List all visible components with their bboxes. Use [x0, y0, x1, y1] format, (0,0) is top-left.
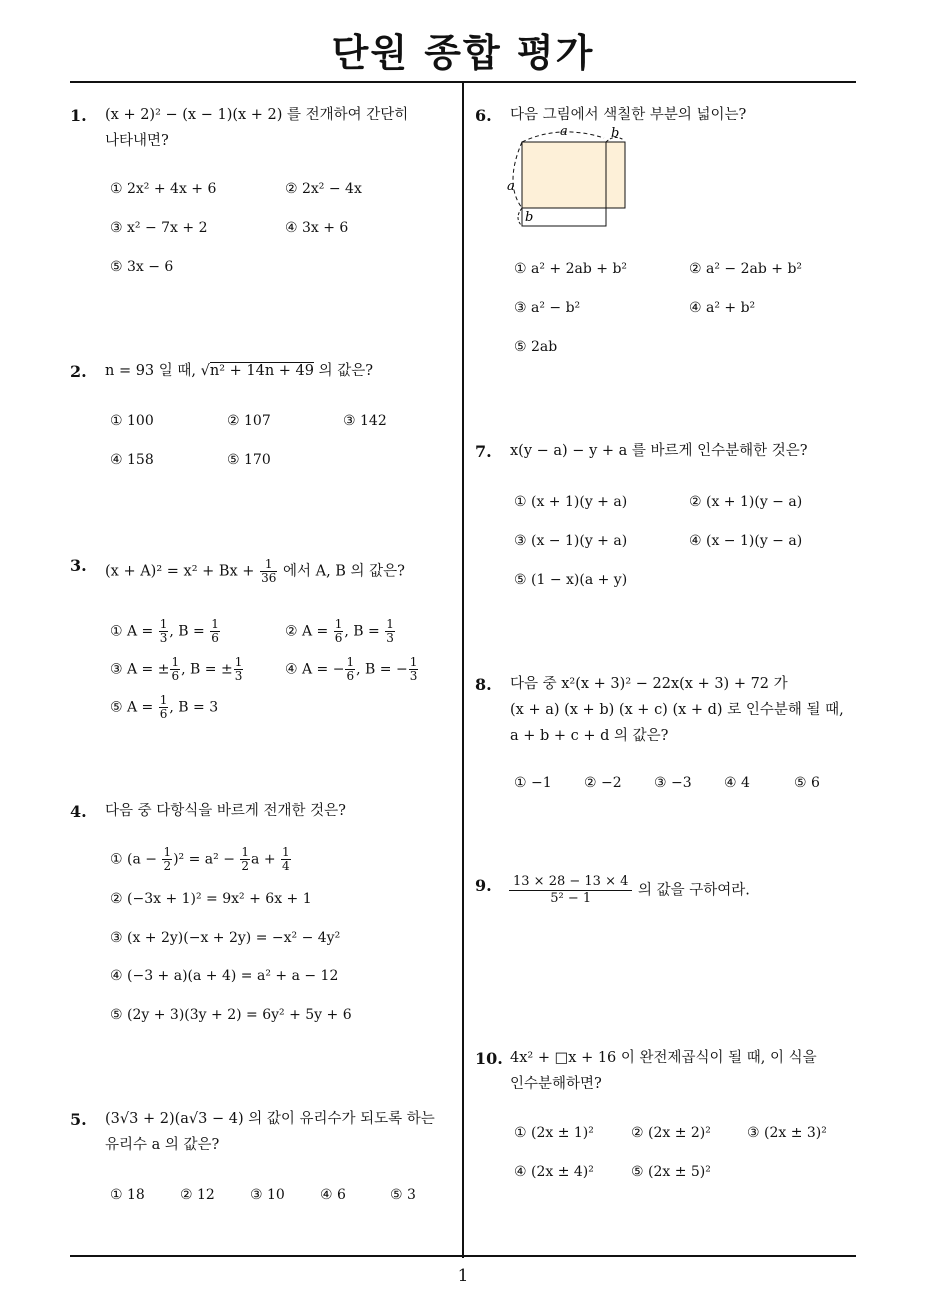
- choice[interactable]: ④ 4: [724, 775, 750, 791]
- choice[interactable]: ④ (x − 1)(y − a): [689, 533, 803, 549]
- brace-left-b: [518, 208, 522, 226]
- choice[interactable]: ④ 3x + 6: [285, 220, 349, 236]
- fraction: [260, 558, 277, 585]
- choice[interactable]: ⑤ (2y + 3)(3y + 2) = 6y² + 5y + 6: [110, 1007, 352, 1023]
- denominator: 3: [159, 631, 168, 645]
- choice[interactable]: ② a² − 2ab + b²: [689, 261, 803, 277]
- fraction: [385, 618, 395, 645]
- question-number: 8.: [475, 675, 492, 694]
- choice[interactable]: ④ 158: [110, 452, 154, 468]
- fraction: [281, 846, 291, 873]
- label-a-left: a: [507, 179, 515, 194]
- question-text: a + b + c + d 의 값은?: [510, 728, 669, 744]
- numerator: 1: [386, 617, 394, 631]
- question-text: 다음 중 x²(x + 3)² − 22x(x + 3) + 72 가: [510, 676, 788, 692]
- question-text-part: 의 값은?: [314, 363, 374, 379]
- choice[interactable]: ① −1: [514, 775, 552, 791]
- choice-text: ③ A = ±: [110, 661, 170, 678]
- denominator: 2: [241, 859, 250, 873]
- choice[interactable]: ① 18: [110, 1187, 145, 1203]
- choice-text: ① A =: [110, 623, 158, 640]
- question-number: 3.: [70, 556, 87, 575]
- numerator: 1: [282, 845, 290, 859]
- denominator: 3: [409, 669, 418, 683]
- choice[interactable]: ④ (−3 + a)(a + 4) = a² + a − 12: [110, 968, 339, 984]
- denominator: 36: [261, 571, 277, 585]
- fraction: [162, 846, 172, 873]
- numerator: 1: [334, 617, 343, 631]
- choice[interactable]: ③ 142: [343, 413, 387, 429]
- choice[interactable]: ② 107: [227, 413, 271, 429]
- denominator: 6: [171, 669, 180, 683]
- page-title: 단원 종합 평가: [331, 31, 595, 75]
- numerator: 1: [241, 845, 250, 859]
- question-text: x(y − a) − y + a 를 바르게 인수분해한 것은?: [510, 443, 808, 459]
- question-text: 나타내면?: [105, 133, 169, 149]
- fraction: [170, 656, 180, 683]
- choice[interactable]: ① (x + 1)(y + a): [514, 494, 628, 510]
- question-number: 1.: [70, 106, 87, 125]
- numerator: 1: [163, 845, 172, 859]
- choice[interactable]: [110, 846, 292, 873]
- denominator: 3: [234, 669, 243, 683]
- question-text-part: 에서 A, B 의 값은?: [278, 563, 405, 580]
- choice[interactable]: ① 2x² + 4x + 6: [110, 181, 217, 197]
- fraction: [159, 694, 169, 721]
- choice[interactable]: ④ (2x ± 4)²: [514, 1164, 594, 1180]
- choice[interactable]: ① 100: [110, 413, 154, 429]
- label-b-top: b: [611, 126, 620, 141]
- column-divider: [462, 82, 464, 1258]
- fraction: [345, 656, 355, 683]
- question-text: 인수분해하면?: [510, 1076, 602, 1092]
- denominator: 4: [282, 859, 290, 873]
- choice[interactable]: [110, 656, 244, 683]
- choice[interactable]: ③ 10: [250, 1187, 285, 1203]
- choice-text: , B =: [344, 623, 385, 640]
- denominator: 6: [334, 631, 343, 645]
- choice[interactable]: [110, 618, 221, 645]
- question-text-part: n = 93 일 때,: [105, 363, 201, 379]
- question-number: 6.: [475, 106, 492, 125]
- denominator: 6: [346, 669, 355, 683]
- question-text: n = 93 일 때, √n² + 14n + 49 의 값은?: [105, 363, 374, 379]
- choice[interactable]: [110, 694, 218, 721]
- numerator: 1: [346, 655, 355, 669]
- choice[interactable]: ⑤ 6: [794, 775, 820, 791]
- choice[interactable]: [285, 656, 419, 683]
- choice-text: ④ A = −: [285, 661, 345, 678]
- choice[interactable]: ② −2: [584, 775, 622, 791]
- numerator: 13 × 28 − 13 × 4: [509, 874, 632, 891]
- choice-text: ⑤ A =: [110, 699, 158, 716]
- choice-text: a +: [251, 851, 281, 868]
- shaded-rectangle: [522, 142, 625, 208]
- question-text-part: 의 값을 구하여라.: [633, 882, 750, 899]
- question-text: 유리수 a 의 값은?: [105, 1137, 220, 1153]
- choice[interactable]: ② 2x² − 4x: [285, 181, 362, 197]
- choice-text: ① (a −: [110, 851, 162, 868]
- question-text: (x + 2)² − (x − 1)(x + 2) 를 전개하여 간단히: [105, 107, 409, 123]
- choice-text: , B = 3: [169, 699, 219, 716]
- brace-left-a: [513, 142, 522, 208]
- numerator: 1: [409, 655, 418, 669]
- label-b-left: b: [525, 210, 534, 225]
- choice[interactable]: ② (−3x + 1)² = 9x² + 6x + 1: [110, 891, 312, 907]
- choice[interactable]: ⑤ (1 − x)(a + y): [514, 572, 628, 588]
- choice[interactable]: ⑤ 3x − 6: [110, 259, 174, 275]
- bottom-rule: [70, 1255, 856, 1257]
- question-number: 2.: [70, 362, 87, 381]
- choice[interactable]: ③ a² − b²: [514, 300, 581, 316]
- question-number: 9.: [475, 876, 492, 895]
- choice-text: , B = ±: [181, 661, 233, 678]
- fraction: [159, 618, 169, 645]
- question-text: 다음 그림에서 색칠한 부분의 넓이는?: [510, 107, 747, 123]
- choice[interactable]: ① (2x ± 1)²: [514, 1125, 594, 1141]
- choice-text: )² = a² −: [173, 851, 240, 868]
- choice-text: ② A =: [285, 623, 333, 640]
- choice[interactable]: ⑤ 3: [390, 1187, 416, 1203]
- fraction: [210, 618, 220, 645]
- numerator: 1: [211, 617, 219, 631]
- choice[interactable]: ③ (x + 2y)(−x + 2y) = −x² − 4y²: [110, 930, 341, 946]
- fraction: [334, 618, 344, 645]
- choice-text: , B =: [169, 623, 210, 640]
- numerator: 1: [260, 558, 277, 572]
- question-number: 5.: [70, 1110, 87, 1129]
- choice[interactable]: ② 12: [180, 1187, 215, 1203]
- page-number: 1: [457, 1266, 469, 1286]
- choice[interactable]: ④ 6: [320, 1187, 346, 1203]
- question-text: [105, 558, 405, 585]
- question-text: 4x² + □x + 16 이 완전제곱식이 될 때, 이 식을: [510, 1050, 817, 1066]
- fraction: [509, 874, 632, 907]
- denominator: 3: [386, 631, 394, 645]
- choice[interactable]: [285, 618, 396, 645]
- numerator: 1: [171, 655, 180, 669]
- question-text: (x + a) (x + b) (x + c) (x + d) 로 인수분해 될 때,: [510, 702, 844, 718]
- question-text: 다음 중 다항식을 바르게 전개한 것은?: [105, 803, 346, 819]
- radicand: n² + 14n + 49: [209, 363, 314, 379]
- numerator: 1: [159, 617, 168, 631]
- question-text-part: (x + A)² = x² + Bx +: [105, 563, 260, 580]
- numerator: 1: [159, 693, 168, 707]
- choice-text: , B = −: [356, 661, 408, 678]
- choice[interactable]: ② (2x ± 2)²: [631, 1125, 711, 1141]
- denominator: 5² − 1: [550, 891, 592, 906]
- denominator: 6: [211, 631, 219, 645]
- label-a-top: a: [560, 124, 568, 139]
- choice[interactable]: ③ x² − 7x + 2: [110, 220, 208, 236]
- choice[interactable]: ⑤ 170: [227, 452, 271, 468]
- question-text: (3√3 + 2)(a√3 − 4) 의 값이 유리수가 되도록 하는: [105, 1111, 435, 1127]
- question-number: 7.: [475, 442, 492, 461]
- choice[interactable]: ③ (x − 1)(y + a): [514, 533, 628, 549]
- denominator: 6: [159, 707, 168, 721]
- figure-rectangles: [500, 124, 640, 234]
- fraction: [234, 656, 244, 683]
- choice[interactable]: ① a² + 2ab + b²: [514, 261, 628, 277]
- fraction: [409, 656, 419, 683]
- denominator: 2: [163, 859, 172, 873]
- choice[interactable]: ⑤ 2ab: [514, 339, 558, 355]
- question-number: 4.: [70, 802, 87, 821]
- question-number: 10.: [475, 1049, 503, 1068]
- choice[interactable]: ④ a² + b²: [689, 300, 756, 316]
- question-text: [508, 874, 750, 907]
- choice[interactable]: ② (x + 1)(y − a): [689, 494, 803, 510]
- choice[interactable]: ⑤ (2x ± 5)²: [631, 1164, 711, 1180]
- fraction: [240, 846, 250, 873]
- choice[interactable]: ③ (2x ± 3)²: [747, 1125, 827, 1141]
- choice[interactable]: ③ −3: [654, 775, 692, 791]
- numerator: 1: [234, 655, 243, 669]
